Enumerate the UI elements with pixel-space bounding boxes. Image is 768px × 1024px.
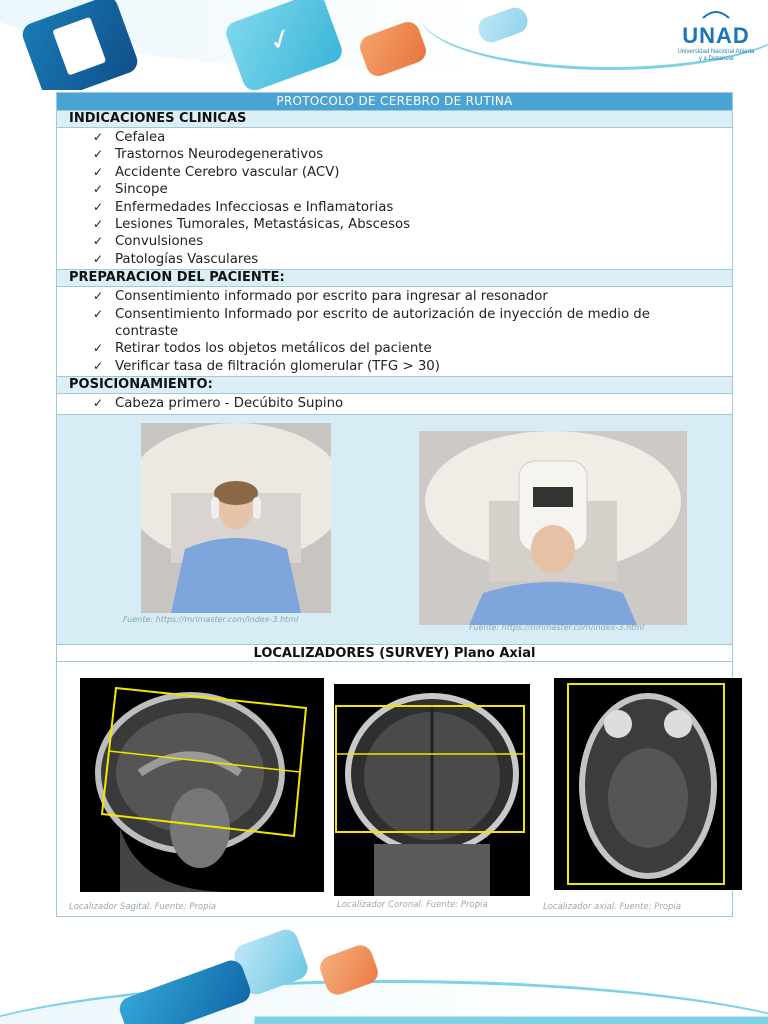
footer-decoration (0, 920, 768, 1024)
positioning-heading: POSICIONAMIENTO: (57, 377, 732, 393)
patient-photo-front (141, 423, 331, 613)
coronal-caption: Localizador Coronal. Fuente: Propia (337, 899, 488, 910)
preparation-heading: PREPARACION DEL PACIENTE: (57, 270, 732, 286)
list-item: ✓ Cabeza primero - Decúbito Supino (93, 395, 732, 412)
preparation-section (57, 269, 732, 376)
positioning-photos (57, 414, 732, 644)
header-decoration (0, 0, 768, 90)
list-item: ✓ Lesiones Tumorales, Metastásicas, Abscesos (93, 216, 732, 233)
list-item: ✓ Consentimiento Informado por escrito de autorización de inyección de medio de contraste (93, 306, 653, 341)
list-item: ✓ Enfermedades Infecciosas e Inflamatorias (93, 199, 732, 216)
logo-text: UNAD (682, 23, 750, 48)
footer-wave (0, 980, 768, 1024)
indications-section (57, 110, 732, 269)
indications-heading: INDICACIONES CLINICAS (57, 111, 732, 127)
localizers-heading: LOCALIZADORES (SURVEY) Plano Axial (57, 644, 732, 662)
localizer-images (57, 662, 732, 924)
indications-list (57, 127, 732, 269)
logo-arc-icon (701, 9, 731, 19)
mri-sagittal-image (80, 678, 324, 892)
list-item: ✓ Convulsiones (93, 233, 732, 250)
list-item: ✓ Cefalea (93, 129, 732, 146)
patient-photo-coil (419, 431, 687, 625)
list-item: ✓ Verificar tasa de filtración glomerular (TFG > 30) (93, 358, 732, 375)
protocol-table (56, 92, 733, 917)
axial-caption: Localizador axial. Fuente: Propia (543, 901, 682, 912)
mri-coronal-image (334, 684, 530, 896)
protocol-title: PROTOCOLO DE CEREBRO DE RUTINA (57, 93, 732, 110)
photo1-caption: Fuente: https://mrimaster.com/index-3.html (123, 614, 299, 624)
list-item: ✓ Trastornos Neurodegenerativos (93, 146, 732, 163)
list-item: ✓ Consentimiento informado por escrito para ingresar al resonador (93, 288, 732, 305)
logo-subtitle: Universidad Nacional Abierta y a Distancia (677, 49, 755, 62)
mri-axial-image (554, 678, 742, 890)
list-item: ✓ Sincope (93, 181, 732, 198)
preparation-list (57, 286, 732, 376)
list-item: ✓ Patologías Vasculares (93, 251, 732, 268)
positioning-section (57, 376, 732, 413)
positioning-list (57, 393, 732, 413)
list-item: ✓ Accidente Cerebro vascular (ACV) (93, 164, 732, 181)
unad-logo (676, 4, 756, 62)
sagittal-caption: Localizador Sagital. Fuente: Propia (69, 901, 217, 912)
photo2-caption: Fuente: https://mrimaster.com/index-3.html (469, 622, 645, 632)
list-item: ✓ Retirar todos los objetos metálicos del paciente (93, 340, 732, 357)
